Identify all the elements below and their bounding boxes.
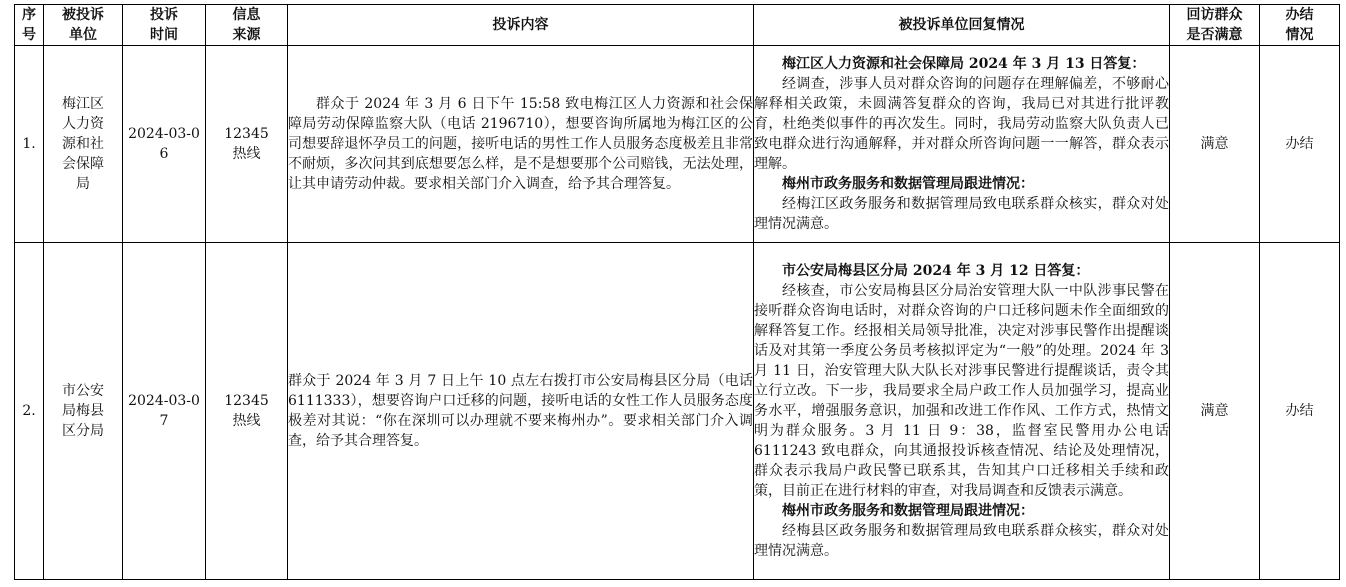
row-seq: 2. (15, 243, 44, 580)
header-reply: 被投诉单位回复情况 (754, 5, 1170, 46)
table-row (15, 46, 1340, 243)
row-satisfied: 满意 (1170, 243, 1260, 580)
reply-heading: 梅江区人力资源和社会保障局 2024 年 3 月 13 日答复： (782, 56, 1146, 72)
row-content: 群众于 2024 年 3 月 6 日下午 15:58 致电梅江区人力资源和社会保障局劳动保障监察大队（电话 2196710），想要咨询所属地为梅江区的公司想要辞退怀孕员工的问题，接听电话的男性工作人员服务态度极差且非常不耐烦，多次问其到底想要怎么样，是不是想要那个公司赔钱，无法处理，让其申请劳动仲裁。要求相关部门介入调查，给予其合理答复。 (288, 46, 754, 243)
row-content: 群众于 2024 年 3 月 7 日上午 10 点左右拨打市公安局梅县区分局（电话 6111333），想要咨询户口迁移的问题，接听电话的女性工作人员服务态度极差对其说：“你在深圳可以办理就不要来梅州办”。要求相关部门介入调查，给予其合理答复。 (288, 243, 754, 580)
row-unit: 市公安 局梅县 区分局 (44, 243, 123, 580)
followup-body: 经梅江区政务服务和数据管理局致电联系群众核实，群众对处理情况满意。 (754, 196, 1169, 232)
row-time: 2024-03-0 6 (123, 46, 206, 243)
row-seq: 1. (15, 46, 44, 243)
header-row (15, 5, 1340, 46)
complaints-table (14, 4, 1340, 580)
row-source: 12345 热线 (206, 243, 288, 580)
row-reply (754, 243, 1170, 580)
row-satisfied: 满意 (1170, 46, 1260, 243)
header-time: 投诉 时间 (123, 5, 206, 46)
row-status: 办结 (1260, 243, 1340, 580)
row-source: 12345 热线 (206, 46, 288, 243)
row-unit: 梅江区 人力资 源和社 会保障 局 (44, 46, 123, 243)
header-content: 投诉内容 (288, 5, 754, 46)
followup-body: 经梅县区政务服务和数据管理局致电联系群众核实，群众对处理情况满意。 (754, 523, 1169, 559)
row-status: 办结 (1260, 46, 1340, 243)
followup-heading: 梅州市政务服务和数据管理局跟进情况： (782, 176, 1034, 192)
header-unit: 被投诉 单位 (44, 5, 123, 46)
row-reply (754, 46, 1170, 243)
header-status: 办结 情况 (1260, 5, 1340, 46)
header-satisfied: 回访群众 是否满意 (1170, 5, 1260, 46)
reply-body: 经调查，涉事人员对群众咨询的问题存在理解偏差，不够耐心解释相关政策，未圆满答复群众的咨询，我局已对其进行批评教育，杜绝类似事件的再次发生。同时，我局劳动监察大队负责人已致电群众进行沟通解释，并对群众所咨询问题一一解答，群众表示理解。 (754, 76, 1169, 172)
followup-heading: 梅州市政务服务和数据管理局跟进情况： (782, 503, 1034, 519)
reply-body: 经核查，市公安局梅县区分局治安管理大队一中队涉事民警在接听群众咨询电话时，对群众咨询的户口迁移问题未作全面细致的解释答复工作。经报相关局领导批准，决定对涉事民警作出提醒谈话及对其第一季度公务员考核拟评定为“一般”的处理。2024 年 3 月 11 日，治安管理大队大队长对涉事民警进行提醒谈话，责令其立行立改。下一步，我局要求全局户政工作人员加强学习，提高业务水平，增强服务意识，加强和改进工作作风、工作方式，热情文明为群众服务。3 月 11 日 9：38，监督室民警用办公电话 6111243 致电群众，向其通报投诉核查情况、结论及处理情况，群众表示我局户政民警已联系其，告知其户口迁移相关手续和政策，目前正在进行材料的审查，对我局调查和反馈表示满意。 (754, 283, 1169, 499)
table-row (15, 243, 1340, 580)
reply-heading: 市公安局梅县区分局 2024 年 3 月 12 日答复： (782, 263, 1090, 279)
header-source: 信息 来源 (206, 5, 288, 46)
row-time: 2024-03-0 7 (123, 243, 206, 580)
header-seq: 序 号 (15, 5, 44, 46)
